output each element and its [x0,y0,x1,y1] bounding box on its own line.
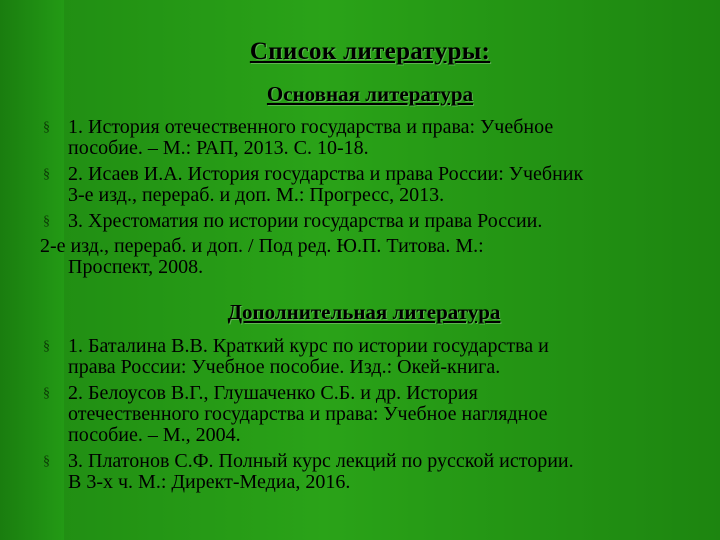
extra-literature-list [0,336,700,498]
item-text: 2-е изд., перераб. и доп. / Под ред. Ю.П. Титова. М.: [40,235,484,257]
item-text: пособие. – М., 2004. [68,424,241,446]
item-text: Проспект, 2008. [68,256,204,278]
bullet-icon: § [43,167,50,182]
main-literature-heading: Основная литература [266,82,474,106]
item-text: отечественного государства и права: Учебное наглядное [68,403,548,425]
list-item [0,164,700,206]
bullet-icon: § [43,386,50,401]
item-text: 3-е изд., перераб. и доп. М.: Прогресс, 2013. [68,184,445,206]
list-item [0,451,700,493]
list-item-continuation [0,236,700,278]
item-text: 3. Платонов С.Ф. Полный курс лекций по русской истории. [68,450,574,472]
page-title: Список литературы: [249,38,491,65]
item-text: 1. История отечественного государства и права: Учебное [68,116,554,138]
item-text: В 3-х ч. М.: Директ-Медиа, 2016. [68,471,351,493]
list-item [0,117,700,159]
item-text: права России: Учебное пособие. Изд.: Окей-книга. [68,356,501,378]
item-text: пособие. – М.: РАП, 2013. С. 10-18. [68,137,369,159]
list-item [0,383,700,446]
item-text: 2. Белоусов В.Г., Глушаченко С.Б. и др. История [68,382,478,404]
item-text: 2. Исаев И.А. История государства и права России: Учебник [68,163,584,185]
list-item [0,336,700,378]
bullet-icon: § [43,454,50,469]
bullet-icon: § [43,339,50,354]
extra-literature-heading: Дополнительная литература [227,300,501,324]
bullet-icon: § [43,120,50,135]
item-text: 3. Хрестоматия по истории государства и права России. [68,210,543,232]
bullet-icon: § [43,214,50,229]
item-text: 1. Баталина В.В. Краткий курс по истории государства и [68,335,549,357]
list-item [0,211,700,232]
main-literature-list [0,117,700,283]
